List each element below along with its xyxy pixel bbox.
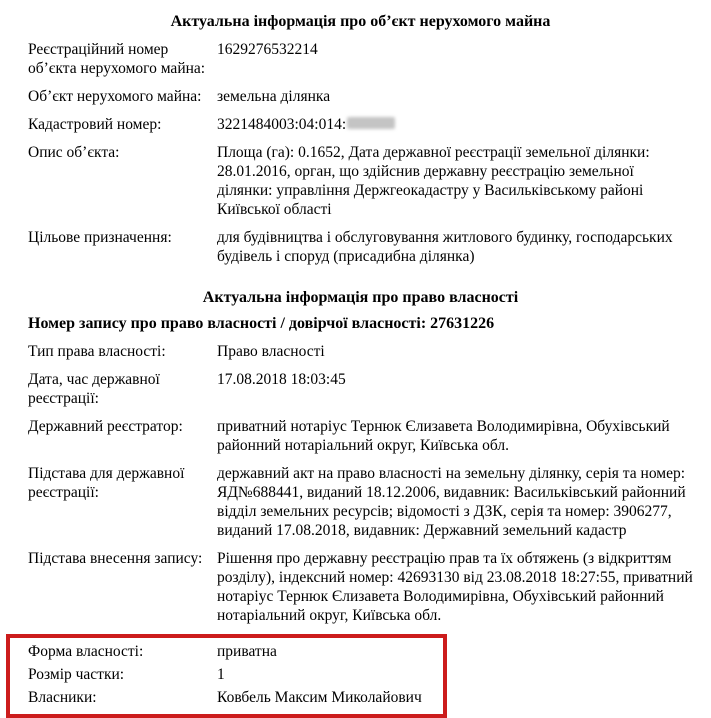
field-value: Рішення про державну реєстрацію прав та їх обтяжень (з відкриттям розділу), індексний номер: 42693130 від 23.08.2018 18:27:55, приватний нотаріус Тернюк Єлизавета Володимирівна, Обухівський районний нотаріальний округ, Київська обл. bbox=[217, 550, 693, 624]
field-label: Розмір частки: bbox=[28, 666, 125, 683]
field-row-ownership-form bbox=[28, 642, 443, 661]
field-label: Форма власності: bbox=[28, 643, 144, 660]
field-label: Дата, час державної реєстрації: bbox=[28, 371, 160, 407]
field-value: 1 bbox=[217, 666, 225, 683]
field-row-registration-basis bbox=[28, 464, 693, 540]
cadastral-number-text: 3221484003:04:014: bbox=[217, 116, 347, 133]
field-row-cadastral-number bbox=[28, 115, 693, 134]
field-row-registration-datetime bbox=[28, 370, 693, 408]
field-label: Підстава для державної реєстрації: bbox=[28, 465, 185, 501]
field-row-owners bbox=[28, 688, 443, 707]
field-label: Реєстраційний номер об’єкта нерухомого майна: bbox=[28, 41, 206, 77]
field-row-registration-number bbox=[28, 40, 693, 78]
field-value: Право власності bbox=[217, 343, 325, 360]
field-label: Власники: bbox=[28, 689, 97, 706]
property-section-title: Актуальна інформація про об’єкт нерухомого майна bbox=[170, 13, 551, 30]
field-value: приватний нотаріус Тернюк Єлизавета Володимирівна, Обухівський районний нотаріальний округ, Київська обл. bbox=[217, 418, 670, 454]
field-label: Цільове призначення: bbox=[28, 229, 172, 246]
field-value: для будівництва і обслуговування житлового будинку, господарських будівель і споруд (присадибна ділянка) bbox=[217, 229, 673, 265]
field-value: земельна ділянка bbox=[217, 88, 331, 105]
field-value: Ковбель Максим Миколайович bbox=[217, 689, 422, 706]
field-value bbox=[217, 115, 693, 134]
redacted-blur bbox=[347, 117, 395, 129]
field-label: Об’єкт нерухомого майна: bbox=[28, 88, 202, 105]
field-row-object-description bbox=[28, 143, 693, 219]
field-row-ownership-type bbox=[28, 342, 693, 361]
highlight-box bbox=[6, 634, 447, 718]
field-value: Площа (га): 0.1652, Дата державної реєстрації земельної ділянки: 28.01.2016, орган, що здійснив державну реєстрацію земельної ділянки: управління Держгеокадастру у Васильківському районі Київської області bbox=[217, 144, 650, 218]
field-value: 17.08.2018 18:03:45 bbox=[217, 371, 346, 388]
field-value: 1629276532214 bbox=[217, 41, 318, 58]
field-label: Підстава внесення запису: bbox=[28, 550, 203, 567]
field-value: приватна bbox=[217, 643, 277, 660]
field-label: Державний реєстратор: bbox=[28, 418, 183, 435]
field-row-record-entry-basis bbox=[28, 549, 693, 625]
field-row-state-registrar bbox=[28, 417, 693, 455]
ownership-record-number-line: Номер запису про право власності / довірчої власності: 27631226 bbox=[28, 315, 495, 332]
field-label: Тип права власності: bbox=[28, 343, 166, 360]
field-label: Кадастровий номер: bbox=[28, 116, 162, 133]
ownership-section-title: Актуальна інформація про право власності bbox=[202, 289, 519, 306]
field-row-property-object bbox=[28, 87, 693, 106]
field-row-intended-purpose bbox=[28, 228, 693, 266]
field-value: державний акт на право власності на земельну ділянку, серія та номер: ЯД№688441, виданий 18.12.2006, видавник: Васильківський районний відділ земельних ресурсів; відомості з ДЗК, серія та номер: 3906277, виданий 17.08.2018, видавник: Державний земельний кадастр bbox=[217, 465, 686, 539]
field-label: Опис об’єкта: bbox=[28, 144, 120, 161]
field-row-share-size bbox=[28, 665, 443, 684]
